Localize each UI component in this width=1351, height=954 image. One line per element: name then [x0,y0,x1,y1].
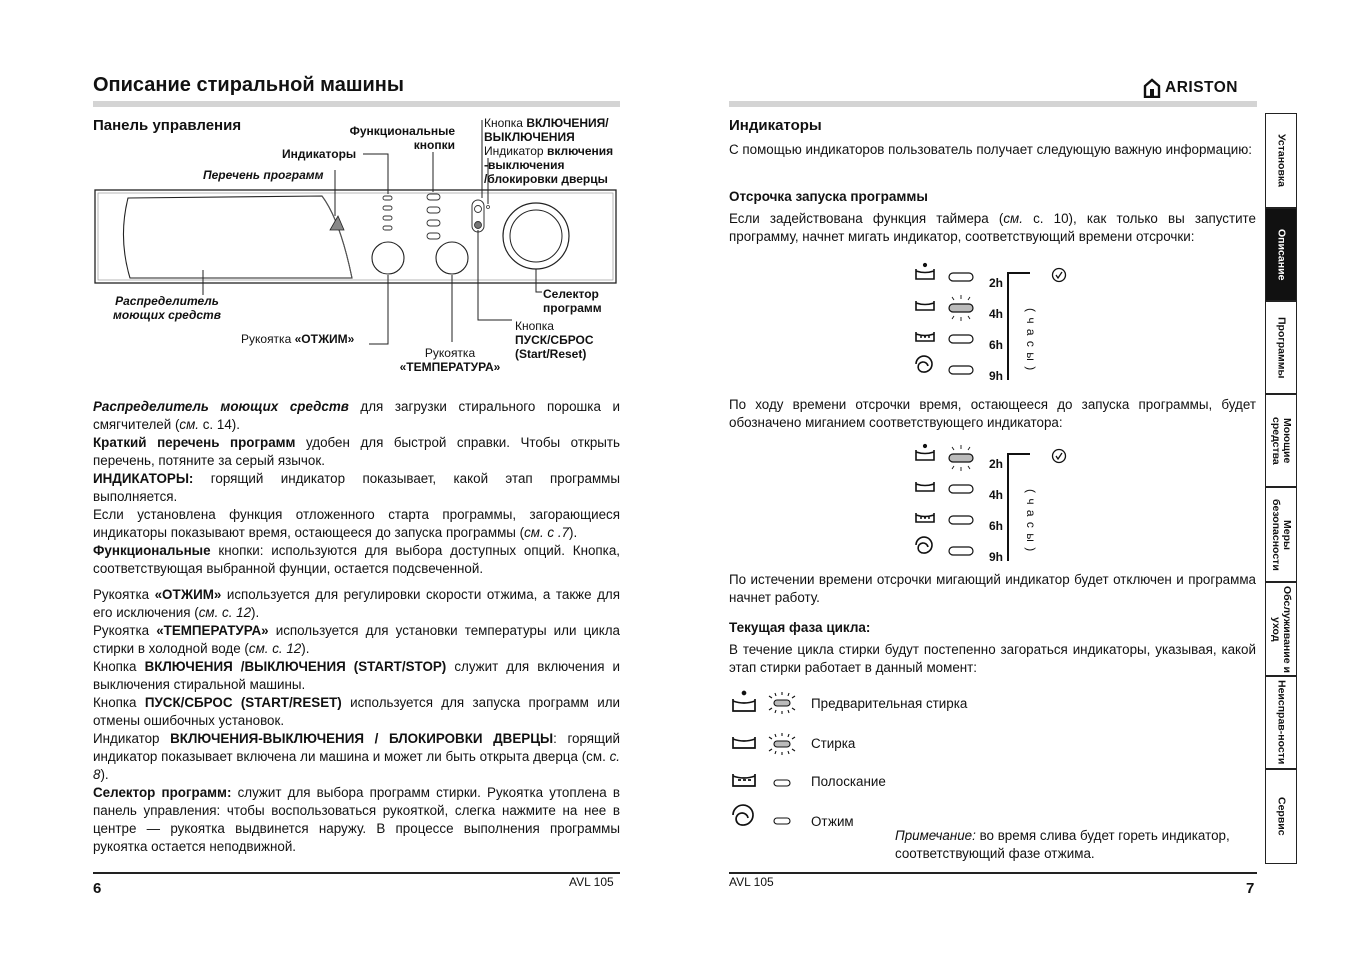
title-rule-left [93,101,620,107]
function-buttons [427,194,440,239]
phase-icons [728,690,808,840]
wash-icon [916,482,934,491]
page-title-left: Описание стиральной машины [93,74,404,96]
timer-icon [1053,269,1066,282]
spin-knob [372,242,404,274]
program-selector-inner [510,210,562,262]
phase-spin: Отжим [811,814,854,829]
delay-text: Если задействована функция таймера (см. с. 10), как только вы запустите программу, начнет мигать индикатор, соответствующий времени отсрочки: [729,211,1256,244]
prewash-icon [733,699,755,711]
prewash-icon [916,450,934,460]
hours-unit-2: ( ч а с ы ) [1024,489,1038,553]
tab-troubleshooting[interactable]: Неисправ-ности [1265,676,1297,769]
power-button [475,206,482,213]
brand-logo: ARISTON [1143,78,1238,98]
label-program-selector: Селектор программ [543,287,602,315]
para-selector: Селектор программ: служит для выбора программ стирки. Рукоятка утоплена в панель управления: чтобы воспользоваться рукояткой, слегка нажмите на нее в центре — рукоятка выдвинется наружу. В процессе выполнения программы рукоятка остается неподвижной. [93,785,620,854]
phase-text: В течение цикла стирки будут постепенно загораться индикаторы, указывая, какой этап стирки работает в данный момент: [729,642,1256,675]
para-program-list: Краткий перечень программ удобен для быстрой справки. Чтобы открыть перечень, потяните за серый язычок. [93,435,621,468]
title-rule-right [729,101,1257,107]
hours-unit-1: ( ч а с ы ) [1024,308,1038,372]
para-reset: Кнопка ПУСК/СБРОС (START/RESET) используется для запуска программ или отмены ошибочных установок. [93,695,620,728]
para-indicators: ИНДИКАТОРЫ: горящий индикатор показывает, какой этап программы выполняется. [93,471,620,504]
para-spin: Рукоятка «ОТЖИМ» используется для регулировки скорости отжима, а также для его исключения (см. с. 12). [93,587,620,620]
tab-service[interactable]: Сервис [1265,769,1297,864]
page-number-left: 6 [93,880,102,897]
delay-title: Отсрочка запуска программы [729,189,928,204]
dispenser-drawer [123,196,352,278]
spin-icon [733,805,753,825]
tab-installation[interactable]: Установка [1265,113,1297,208]
reset-button [475,222,482,229]
label-reset-button: Кнопка ПУСК/СБРОС (Start/Reset) [515,319,594,361]
footer-rule-left [93,872,620,874]
model-right: AVL 105 [729,875,774,889]
para-temperature: Рукоятка «ТЕМПЕРАТУРА» используется для установки температуры или цикла стирки в холодной воде (см. с. 12). [93,623,620,656]
wash-icon [733,737,755,748]
note-text: Примечание: во время слива будет гореть индикатор, соответствующий фазе отжима. [895,828,1230,861]
label-program-list: Перечень программ [203,168,324,182]
para-dispenser: Распределитель моющих средств для загрузки стирального порошка и смягчителей (см. с. 14). [93,399,620,432]
end-text: По истечении времени отсрочки мигающий индикатор будет отключен и программа начнет работу. [729,572,1256,605]
tab-description[interactable]: Описание [1265,208,1297,301]
footer-rule-right [729,872,1257,874]
rinse-icon [733,774,755,786]
door-lock-led [487,206,490,209]
phase-wash: Стирка [811,736,856,751]
tab-programs[interactable]: Программы [1265,301,1297,394]
indicators-intro: С помощью индикаторов пользователь получает следующую важную информацию: [729,142,1252,157]
para-functional: Функциональные кнопки: используются для выбора доступных опций. Кнопка, соответствующая выбранной фунции, остается подсвеченной. [93,543,620,576]
rinse-icon [916,513,934,522]
label-temperature-knob: Рукоятка «ТЕМПЕРАТУРА» [399,346,501,374]
timer-icon [1053,450,1066,463]
label-functional-buttons: Функциональные кнопки [349,124,455,152]
temperature-knob [436,242,468,274]
wash-icon [916,301,934,310]
tab-safety[interactable]: Меры безопасности [1265,487,1297,582]
label-dispenser: Распределитель моющих средств [113,294,221,322]
panel-title: Панель управления [93,117,242,134]
label-spin-knob: Рукоятка «ОТЖИМ» [241,332,355,346]
tab-detergents[interactable]: Моющие средства [1265,394,1297,487]
para-onoff: Кнопка ВКЛЮЧЕНИЯ /ВЫКЛЮЧЕНИЯ (START/STOP) служит для включения и выключения стиральной машины. [93,659,621,692]
label-onoff-button: Кнопка ВКЛЮЧЕНИЯ/ ВЫКЛЮЧЕНИЯ Индикатор включения -выключения /блокировки дверцы [484,116,614,186]
indicators-title: Индикаторы [729,117,822,134]
delay-hours-1: 2h 4h 6h 9h [989,276,1004,383]
model-left: AVL 105 [569,875,614,889]
delay-hours-2: 2h 4h 6h 9h [989,457,1004,564]
tab-maintenance[interactable]: Обслуживание и уход [1265,582,1297,676]
progress-text: По ходу времени отсрочки время, остающееся до запуска программы, будет обозначено миганием соответствующего индикатора: [729,397,1256,430]
spin-icon [916,537,932,553]
label-indicators: Индикаторы [282,147,357,161]
prewash-icon [916,269,934,279]
indicator-leds [383,196,392,230]
phase-prewash: Предварительная стирка [811,696,968,711]
phase-title: Текущая фаза цикла: [729,620,871,635]
left-body-text [93,398,620,856]
page-number-right: 7 [1246,880,1255,897]
para-door-led: Индикатор ВКЛЮЧЕНИЯ-ВЫКЛЮЧЕНИЯ / БЛОКИРОВКИ ДВЕРЦЫ: горящий индикатор показывает включена ли машина и может ли быть открыта дверца (см. с. 8). [93,731,621,782]
para-delay: Если установлена функция отложенного старта программы, загорающиеся индикаторы показывают время, остающееся до запуска программы (см. с .7). [93,507,620,540]
rinse-icon [916,332,934,341]
phase-rinse: Полоскание [811,774,886,789]
spin-icon [916,356,932,372]
ariston-house-icon [1143,78,1161,98]
